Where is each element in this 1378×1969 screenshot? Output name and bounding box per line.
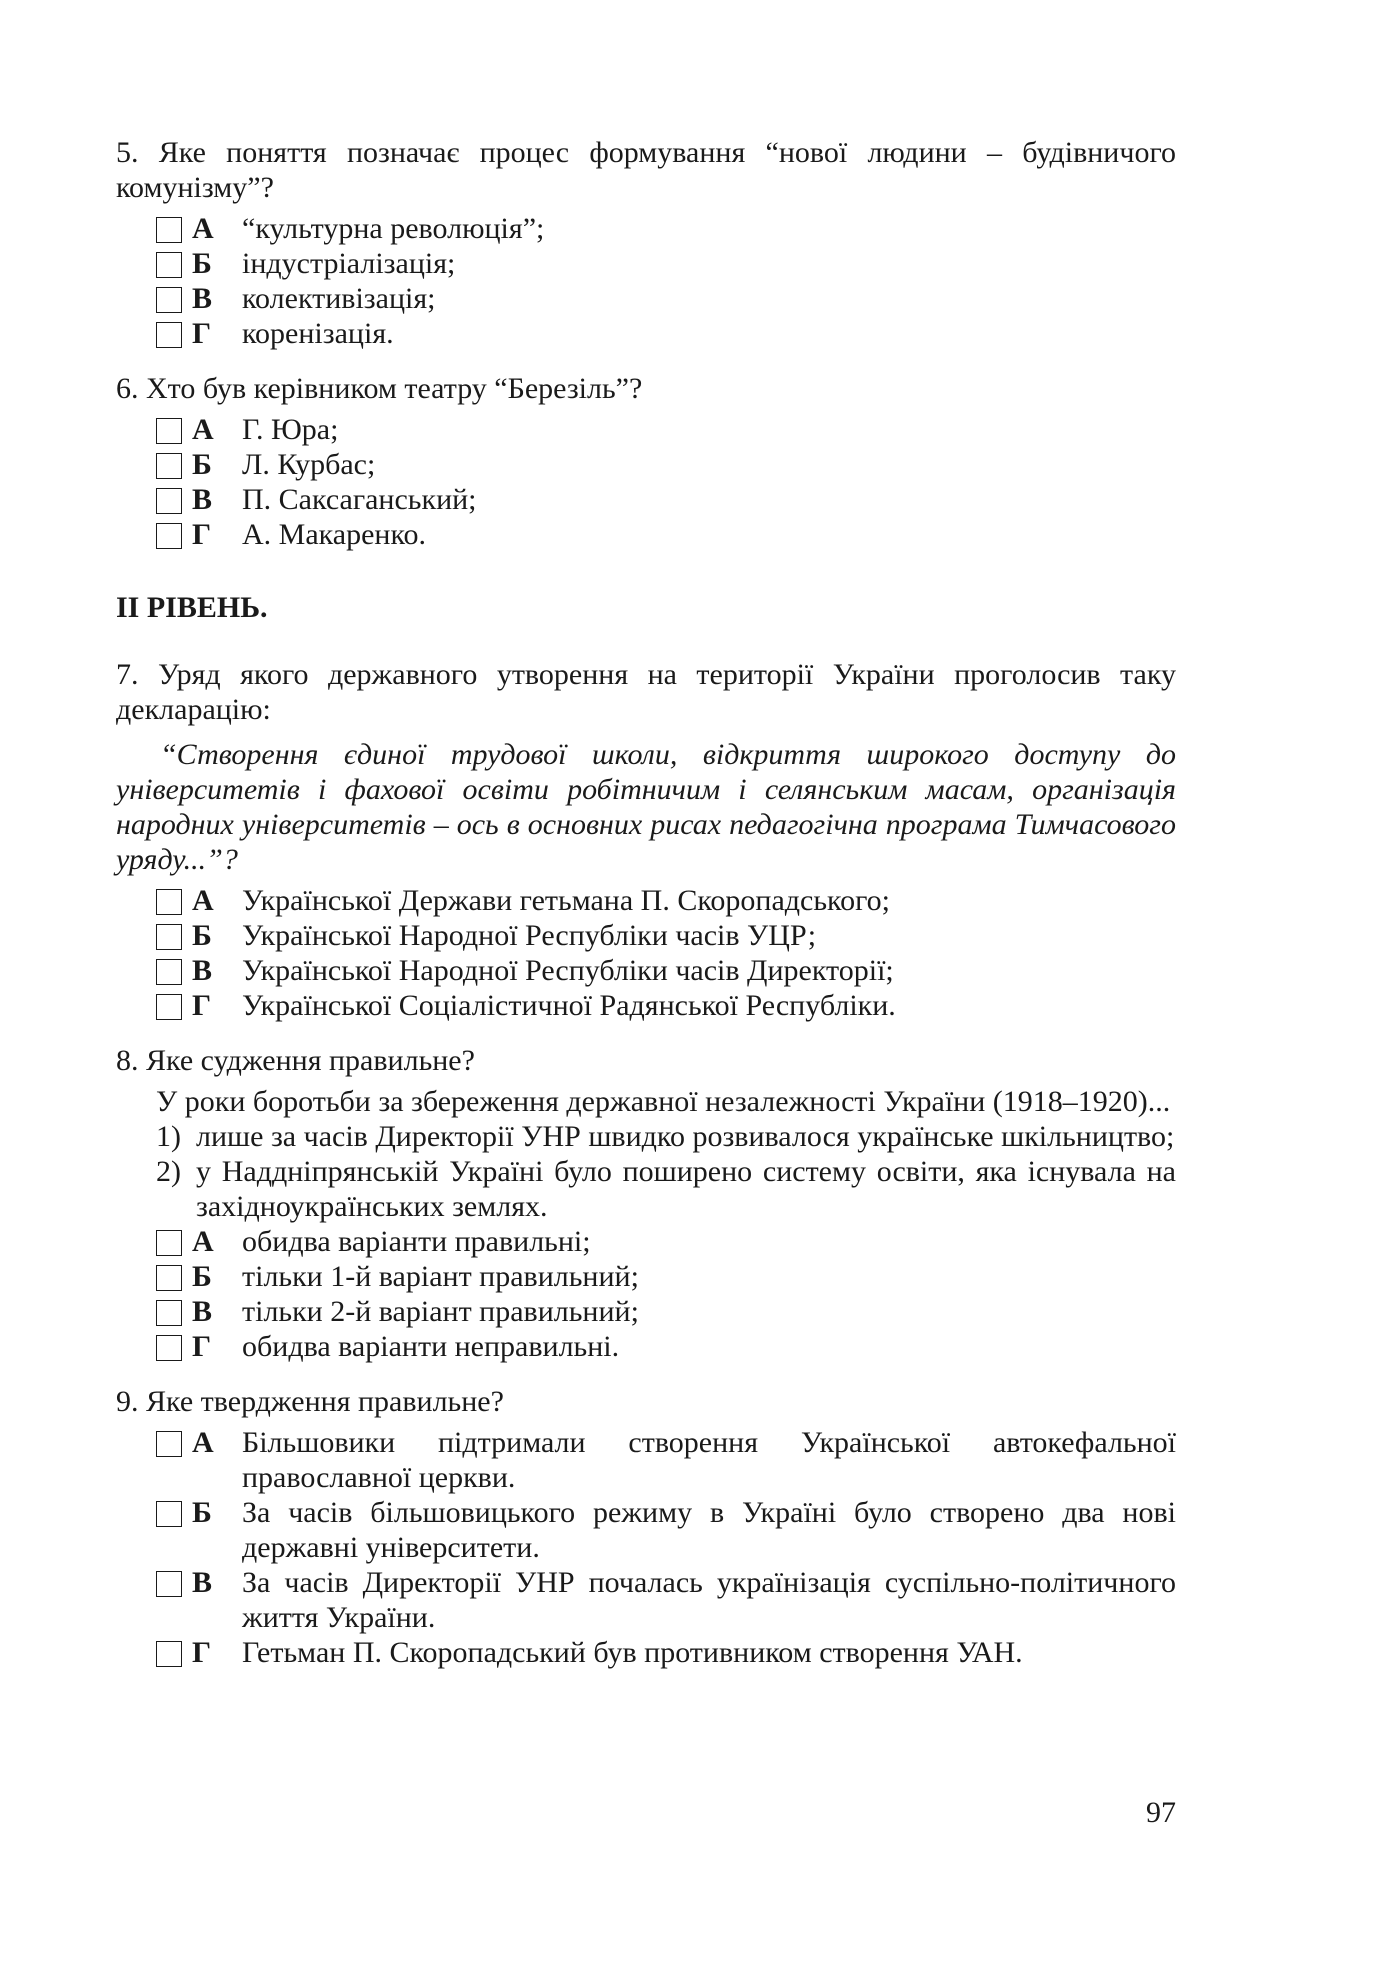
answer-option-a: [156, 1224, 1176, 1259]
question-number: 7.: [116, 658, 139, 691]
question-prompt: Уряд якого державного утворення на території України проголосив таку декларацію:: [116, 658, 1177, 726]
answer-option-v: [156, 953, 1176, 988]
question-7: [116, 657, 1176, 1023]
option-letter: В: [192, 282, 213, 315]
answer-checkbox[interactable]: [156, 1300, 182, 1326]
option-letter: В: [192, 1295, 213, 1328]
statement-2: [156, 1154, 1176, 1224]
answer-option-b: [156, 246, 1176, 281]
option-letter: А: [192, 884, 214, 917]
answer-options: [156, 1224, 1176, 1364]
question-number: 9.: [116, 1385, 139, 1418]
question-5: [116, 135, 1176, 351]
answer-checkbox[interactable]: [156, 1265, 182, 1291]
answer-option-b: [156, 447, 1176, 482]
option-letter: В: [192, 483, 213, 516]
answer-option-h: [156, 1635, 1176, 1670]
answer-checkbox[interactable]: [156, 889, 182, 915]
answer-option-h: [156, 1329, 1176, 1364]
answer-checkbox[interactable]: [156, 1641, 182, 1667]
answer-option-b: [156, 918, 1176, 953]
answer-options: [156, 412, 1176, 552]
answer-option-a: [156, 883, 1176, 918]
option-text: Української Держави гетьмана П. Скоропадського;: [242, 884, 890, 917]
answer-option-a: [156, 211, 1176, 246]
option-text: тільки 1-й варіант правильний;: [242, 1260, 639, 1293]
option-letter: В: [192, 1566, 213, 1599]
option-letter: Г: [192, 518, 212, 551]
option-text: П. Саксаганський;: [242, 483, 477, 516]
answer-options: [156, 1425, 1176, 1670]
option-letter: Г: [192, 1636, 212, 1669]
option-letter: А: [192, 212, 214, 245]
option-text: Української Соціалістичної Радянської Республіки.: [242, 989, 896, 1022]
answer-checkbox[interactable]: [156, 959, 182, 985]
question-text: [116, 135, 1176, 205]
answer-checkbox[interactable]: [156, 1230, 182, 1256]
option-text: За часів більшовицького режиму в Україні було створено два нові державні університети.: [242, 1496, 1176, 1564]
statement-number: 2): [156, 1155, 181, 1188]
section-heading: ІІ РІВЕНЬ.: [116, 591, 268, 624]
option-letter: Г: [192, 1330, 212, 1363]
answer-checkbox[interactable]: [156, 924, 182, 950]
answer-option-b: [156, 1259, 1176, 1294]
statement-intro: У роки боротьби за збереження державної незалежності України (1918–1920)...: [156, 1085, 1171, 1118]
question-prompt: Яке твердження правильне?: [146, 1385, 504, 1418]
option-text: Більшовики підтримали створення Української автокефальної православної церкви.: [242, 1426, 1176, 1494]
answer-options: [156, 211, 1176, 351]
option-text: Української Народної Республіки часів УЦР;: [242, 919, 817, 952]
option-letter: Б: [192, 247, 212, 280]
option-text: обидва варіанти неправильні.: [242, 1330, 620, 1363]
answer-checkbox[interactable]: [156, 994, 182, 1020]
option-letter: Б: [192, 1496, 212, 1529]
declaration-quote: “Створення єдиної трудової школи, відкриття широкого доступу до університетів і фахової освіти робітничим і селянським масам, організація народних університетів – ось в основних рисах педагогічна програма Тимчасового уряду...”?: [116, 738, 1176, 876]
option-text: коренізація.: [242, 317, 394, 350]
answer-option-h: [156, 517, 1176, 552]
answer-checkbox[interactable]: [156, 1431, 182, 1457]
statement-1: [156, 1119, 1176, 1154]
option-text: обидва варіанти правильні;: [242, 1225, 591, 1258]
option-letter: А: [192, 1426, 214, 1459]
answer-option-h: [156, 988, 1176, 1023]
option-letter: Г: [192, 317, 212, 350]
answer-checkbox[interactable]: [156, 488, 182, 514]
option-text: Г. Юра;: [242, 413, 339, 446]
option-text: Гетьман П. Скоропадський був противником створення УАН.: [242, 1636, 1023, 1669]
question-number: 5.: [116, 136, 139, 169]
answer-option-b: [156, 1495, 1176, 1565]
answer-option-a: [156, 1425, 1176, 1495]
option-text: За часів Директорії УНР почалась українізація суспільно-політичного життя України.: [242, 1566, 1176, 1634]
question-prompt: Яке судження правильне?: [146, 1044, 475, 1077]
option-letter: Г: [192, 989, 212, 1022]
page-content: [116, 135, 1176, 1690]
answer-option-a: [156, 412, 1176, 447]
option-letter: Б: [192, 448, 212, 481]
answer-option-h: [156, 316, 1176, 351]
answer-checkbox[interactable]: [156, 1335, 182, 1361]
answer-checkbox[interactable]: [156, 523, 182, 549]
answer-checkbox[interactable]: [156, 322, 182, 348]
answer-option-v: [156, 1565, 1176, 1635]
answer-checkbox[interactable]: [156, 217, 182, 243]
option-letter: А: [192, 1225, 214, 1258]
statement-number: 1): [156, 1120, 181, 1153]
answer-option-v: [156, 1294, 1176, 1329]
answer-options: [156, 883, 1176, 1023]
option-letter: А: [192, 413, 214, 446]
question-prompt: Яке поняття позначає процес формування “нової людини – будівничого комунізму”?: [116, 136, 1176, 204]
answer-checkbox[interactable]: [156, 418, 182, 444]
option-letter: Б: [192, 1260, 212, 1293]
option-text: колективізація;: [242, 282, 436, 315]
answer-checkbox[interactable]: [156, 287, 182, 313]
answer-checkbox[interactable]: [156, 453, 182, 479]
option-text: “культурна революція”;: [242, 212, 545, 245]
answer-checkbox[interactable]: [156, 1571, 182, 1597]
question-8: [116, 1043, 1176, 1364]
option-letter: Б: [192, 919, 212, 952]
question-text: [116, 371, 1176, 406]
question-number: 6.: [116, 372, 139, 405]
question-6: [116, 371, 1176, 552]
answer-option-v: [156, 281, 1176, 316]
statement-text: у Наддніпрянській Україні було поширено систему освіти, яка існувала на західноукраїнських землях.: [196, 1155, 1176, 1223]
question-number: 8.: [116, 1044, 139, 1077]
question-text: [116, 1043, 1176, 1078]
question-text: [116, 657, 1176, 727]
answer-option-v: [156, 482, 1176, 517]
option-text: тільки 2-й варіант правильний;: [242, 1295, 639, 1328]
option-text: індустріалізація;: [242, 247, 456, 280]
statement-text: лише за часів Директорії УНР швидко розвивалося українське шкільництво;: [196, 1120, 1175, 1153]
question-text: [116, 1384, 1176, 1419]
answer-checkbox[interactable]: [156, 252, 182, 278]
option-letter: В: [192, 954, 213, 987]
question-prompt: Хто був керівником театру “Березіль”?: [146, 372, 643, 405]
question-9: [116, 1384, 1176, 1670]
option-text: Л. Курбас;: [242, 448, 376, 481]
option-text: А. Макаренко.: [242, 518, 427, 551]
answer-checkbox[interactable]: [156, 1501, 182, 1527]
page-number: 97: [1146, 1796, 1176, 1829]
option-text: Української Народної Республіки часів Директорії;: [242, 954, 894, 987]
